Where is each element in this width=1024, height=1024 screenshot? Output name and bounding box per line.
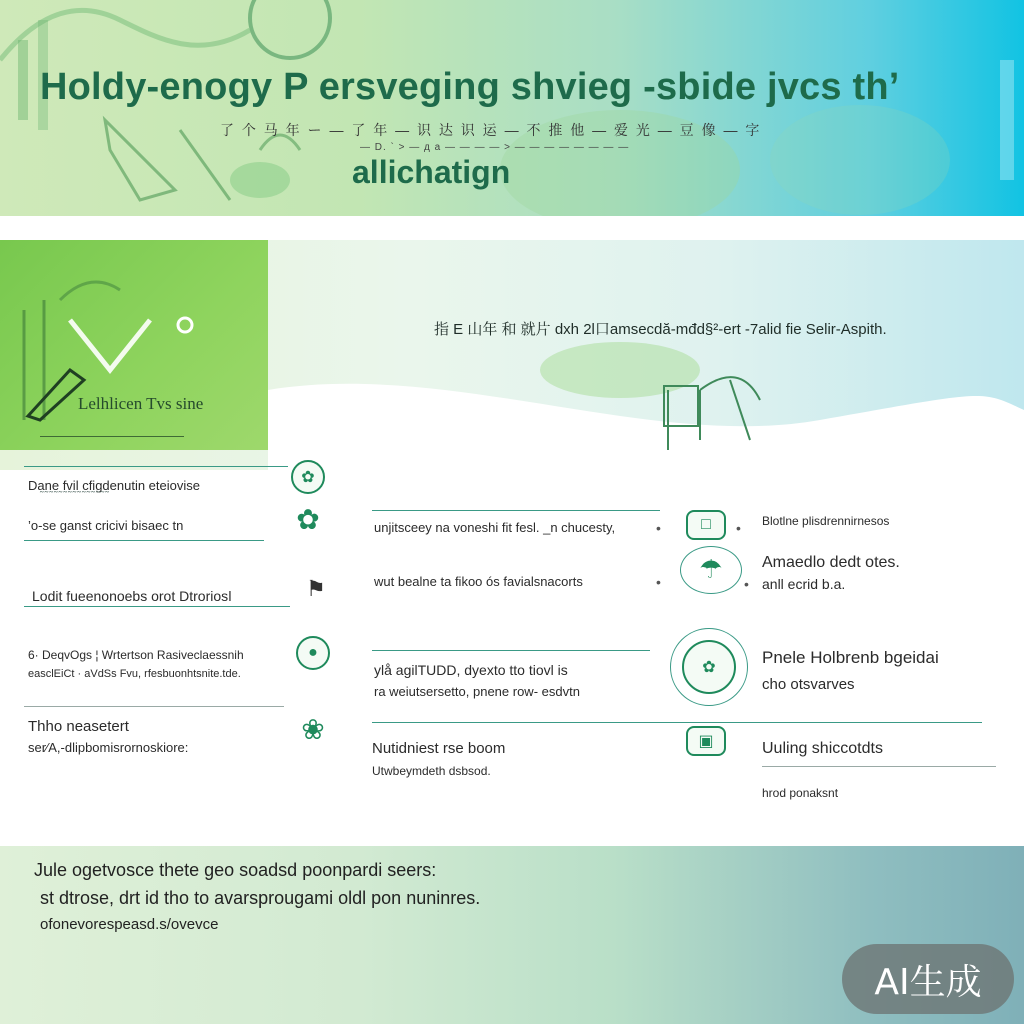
leaf-icon[interactable]: ✿	[291, 460, 325, 494]
list-item-text: Thho neasetert	[28, 718, 129, 735]
hero-tagline: 指 E 山年 和 就片 dxh 2l口amsecdă-mđd§²-ert -7alid fie Selir-Aspith.	[434, 321, 887, 338]
bullet-mark: •	[736, 520, 741, 536]
list-item-text: 6· DeqvOgs ¦ Wrtertson Rasiveclaessnih	[28, 648, 244, 662]
header-subtitle: allichatign	[352, 154, 511, 190]
hero-feature-panel	[0, 240, 268, 450]
list-item-text: Uuling shiccotdts	[762, 740, 883, 757]
header-subtitle-dashes: — D. ` > — д а — — — — > — — — — — — — —	[360, 142, 630, 153]
hero-underline	[40, 436, 184, 437]
divider	[24, 466, 288, 467]
hero-banner	[0, 240, 1024, 470]
sprout-icon[interactable]: ✿	[296, 503, 320, 535]
list-item-subtext: Utwbeymdeth dsbsod.	[372, 764, 491, 778]
list-item-text: wut bealne ta fikoo ós favialsnacorts	[374, 574, 583, 589]
list-item-subtext: hrod ponaksnt	[762, 786, 839, 800]
list-item-subtext: ser⁄A,-dlipbomisrornoskiore:	[28, 740, 189, 755]
divider	[24, 706, 284, 707]
shield-leaf-icon[interactable]: ✿	[682, 640, 736, 694]
message-icon[interactable]: ▣	[686, 726, 726, 756]
tree-icon[interactable]: ❀	[301, 713, 325, 745]
footer-line: ofonevorespeasd.s/ovevce	[40, 916, 219, 933]
hero-label: Lelhlicen Tvs sine	[78, 394, 204, 413]
footer-line: st dtrose, drt id tho to avarsprougami oldl pon nuninres.	[40, 888, 481, 908]
list-item-text: Nutidniest rse boom	[372, 740, 506, 757]
list-item-text: ’o-se ganst cricivi bisaec tn	[28, 518, 184, 533]
hero-plant-icon	[0, 240, 268, 450]
list-item-text: Dane fvil cfigdenutin eteiovise	[28, 478, 200, 493]
bullet-mark: •	[656, 574, 661, 590]
footer-line: Jule ogetvosce thete geo soadsd poonpardi seers:	[34, 860, 437, 880]
signpost-icon[interactable]: ⚑	[306, 576, 326, 601]
page-title: Holdy-enogy P ersveging shvieg -sbide jvcs th’	[40, 66, 900, 108]
ai-generated-badge: AI生成	[842, 944, 1014, 1014]
chat-icon[interactable]: □	[686, 510, 726, 540]
divider	[372, 650, 650, 651]
header-banner	[0, 0, 1024, 216]
divider	[372, 722, 682, 723]
list-item-decoration: ˜˜˜˜˜˜˜˜˜˜˜˜˜˜˜	[40, 490, 110, 502]
list-item-text: Amaedlo dedt otes.	[762, 554, 900, 571]
divider	[762, 766, 996, 767]
list-item-text: Blotlne plisdrennirnesos	[762, 514, 890, 528]
list-item-subtext: anll ecrid b.a.	[762, 576, 846, 592]
divider	[682, 722, 982, 723]
list-item-text: Lodit fueenonoebs orot Dtroriosǀ	[32, 588, 232, 604]
list-item-text: Pnele Holbrenb bgeidai	[762, 648, 939, 667]
divider	[24, 540, 264, 541]
list-item-subtext: ra weiutsersetto, pnene row- esdvtn	[374, 684, 580, 699]
header-subtitle-cjk: 了 个 马 年 ー — 了 年 — 识 达 识 运 — 不 推 他 — 爱 光 — 豆 像 — 字	[220, 122, 762, 138]
globe-icon[interactable]: ●	[296, 636, 330, 670]
bullet-mark: •	[744, 576, 749, 592]
header-separator	[0, 216, 1024, 240]
list-item-subtext: cho otsvarves	[762, 676, 855, 693]
list-item-text: unjitsceey na voneshi fit fesl. _n chucesty,	[374, 520, 616, 535]
divider	[372, 510, 660, 511]
bullet-mark: •	[656, 520, 661, 536]
list-item-text: ylå agilTUDD, dyexto tto tiovl is	[374, 662, 568, 678]
umbrella-icon[interactable]: ☂	[699, 553, 723, 584]
list-item-subtext: easclEiCt · aVdSs Fvu, rfesbuonhtsnite.tde.	[28, 668, 241, 680]
divider	[24, 606, 290, 607]
